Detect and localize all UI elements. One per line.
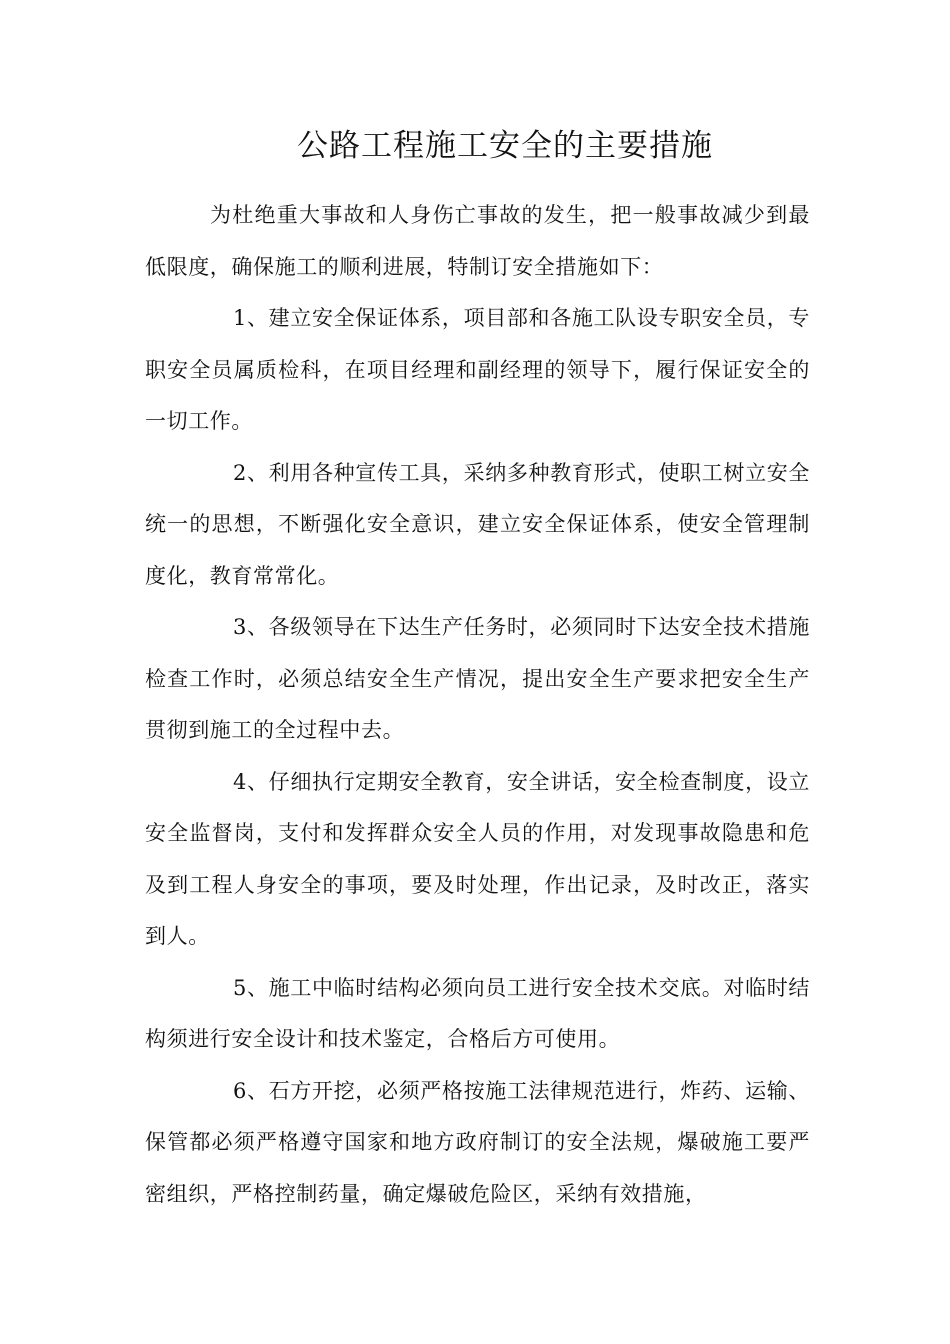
document-body xyxy=(145,190,810,1220)
measure-item-2: 2、利用各种宣传工具，采纳多种教育形式，使职工树立安全统一的思想，不断强化安全意识，建立安全保证体系，使安全管理制度化，教育常常化。 xyxy=(145,460,810,588)
measure-item-4: 4、仔细执行定期安全教育，安全讲话，安全检查制度，设立安全监督岗，支付和发挥群众安全人员的作用，对发现事故隐患和危及到工程人身安全的事项，要及时处理，作出记录，及时改正，落实到人。 xyxy=(145,769,810,948)
measure-item-5: 5、施工中临时结构必须向员工进行安全技术交底。对临时结构须进行安全设计和技术鉴定，合格后方可使用。 xyxy=(145,975,810,1051)
document-title: 公路工程施工安全的主要措施 xyxy=(297,128,713,164)
intro-paragraph: 为杜绝重大事故和人身伤亡事故的发生，把一般事故减少到最低限度，确保施工的顺利进展，特制订安全措施如下： xyxy=(145,203,810,279)
measure-item-3: 3、各级领导在下达生产任务时，必须同时下达安全技术措施检查工作时，必须总结安全生产情况，提出安全生产要求把安全生产贯彻到施工的全过程中去。 xyxy=(145,615,810,742)
measure-item-6: 6、石方开挖，必须严格按施工法律规范进行，炸药、运输、保管都必须严格遵守国家和地方政府制订的安全法规，爆破施工要严密组织，严格控制药量，确定爆破危险区，采纳有效措施， xyxy=(145,1078,810,1206)
measure-item-1: 1、建立安全保证体系，项目部和各施工队设专职安全员，专职安全员属质检科，在项目经理和副经理的领导下，履行保证安全的一切工作。 xyxy=(145,306,810,433)
